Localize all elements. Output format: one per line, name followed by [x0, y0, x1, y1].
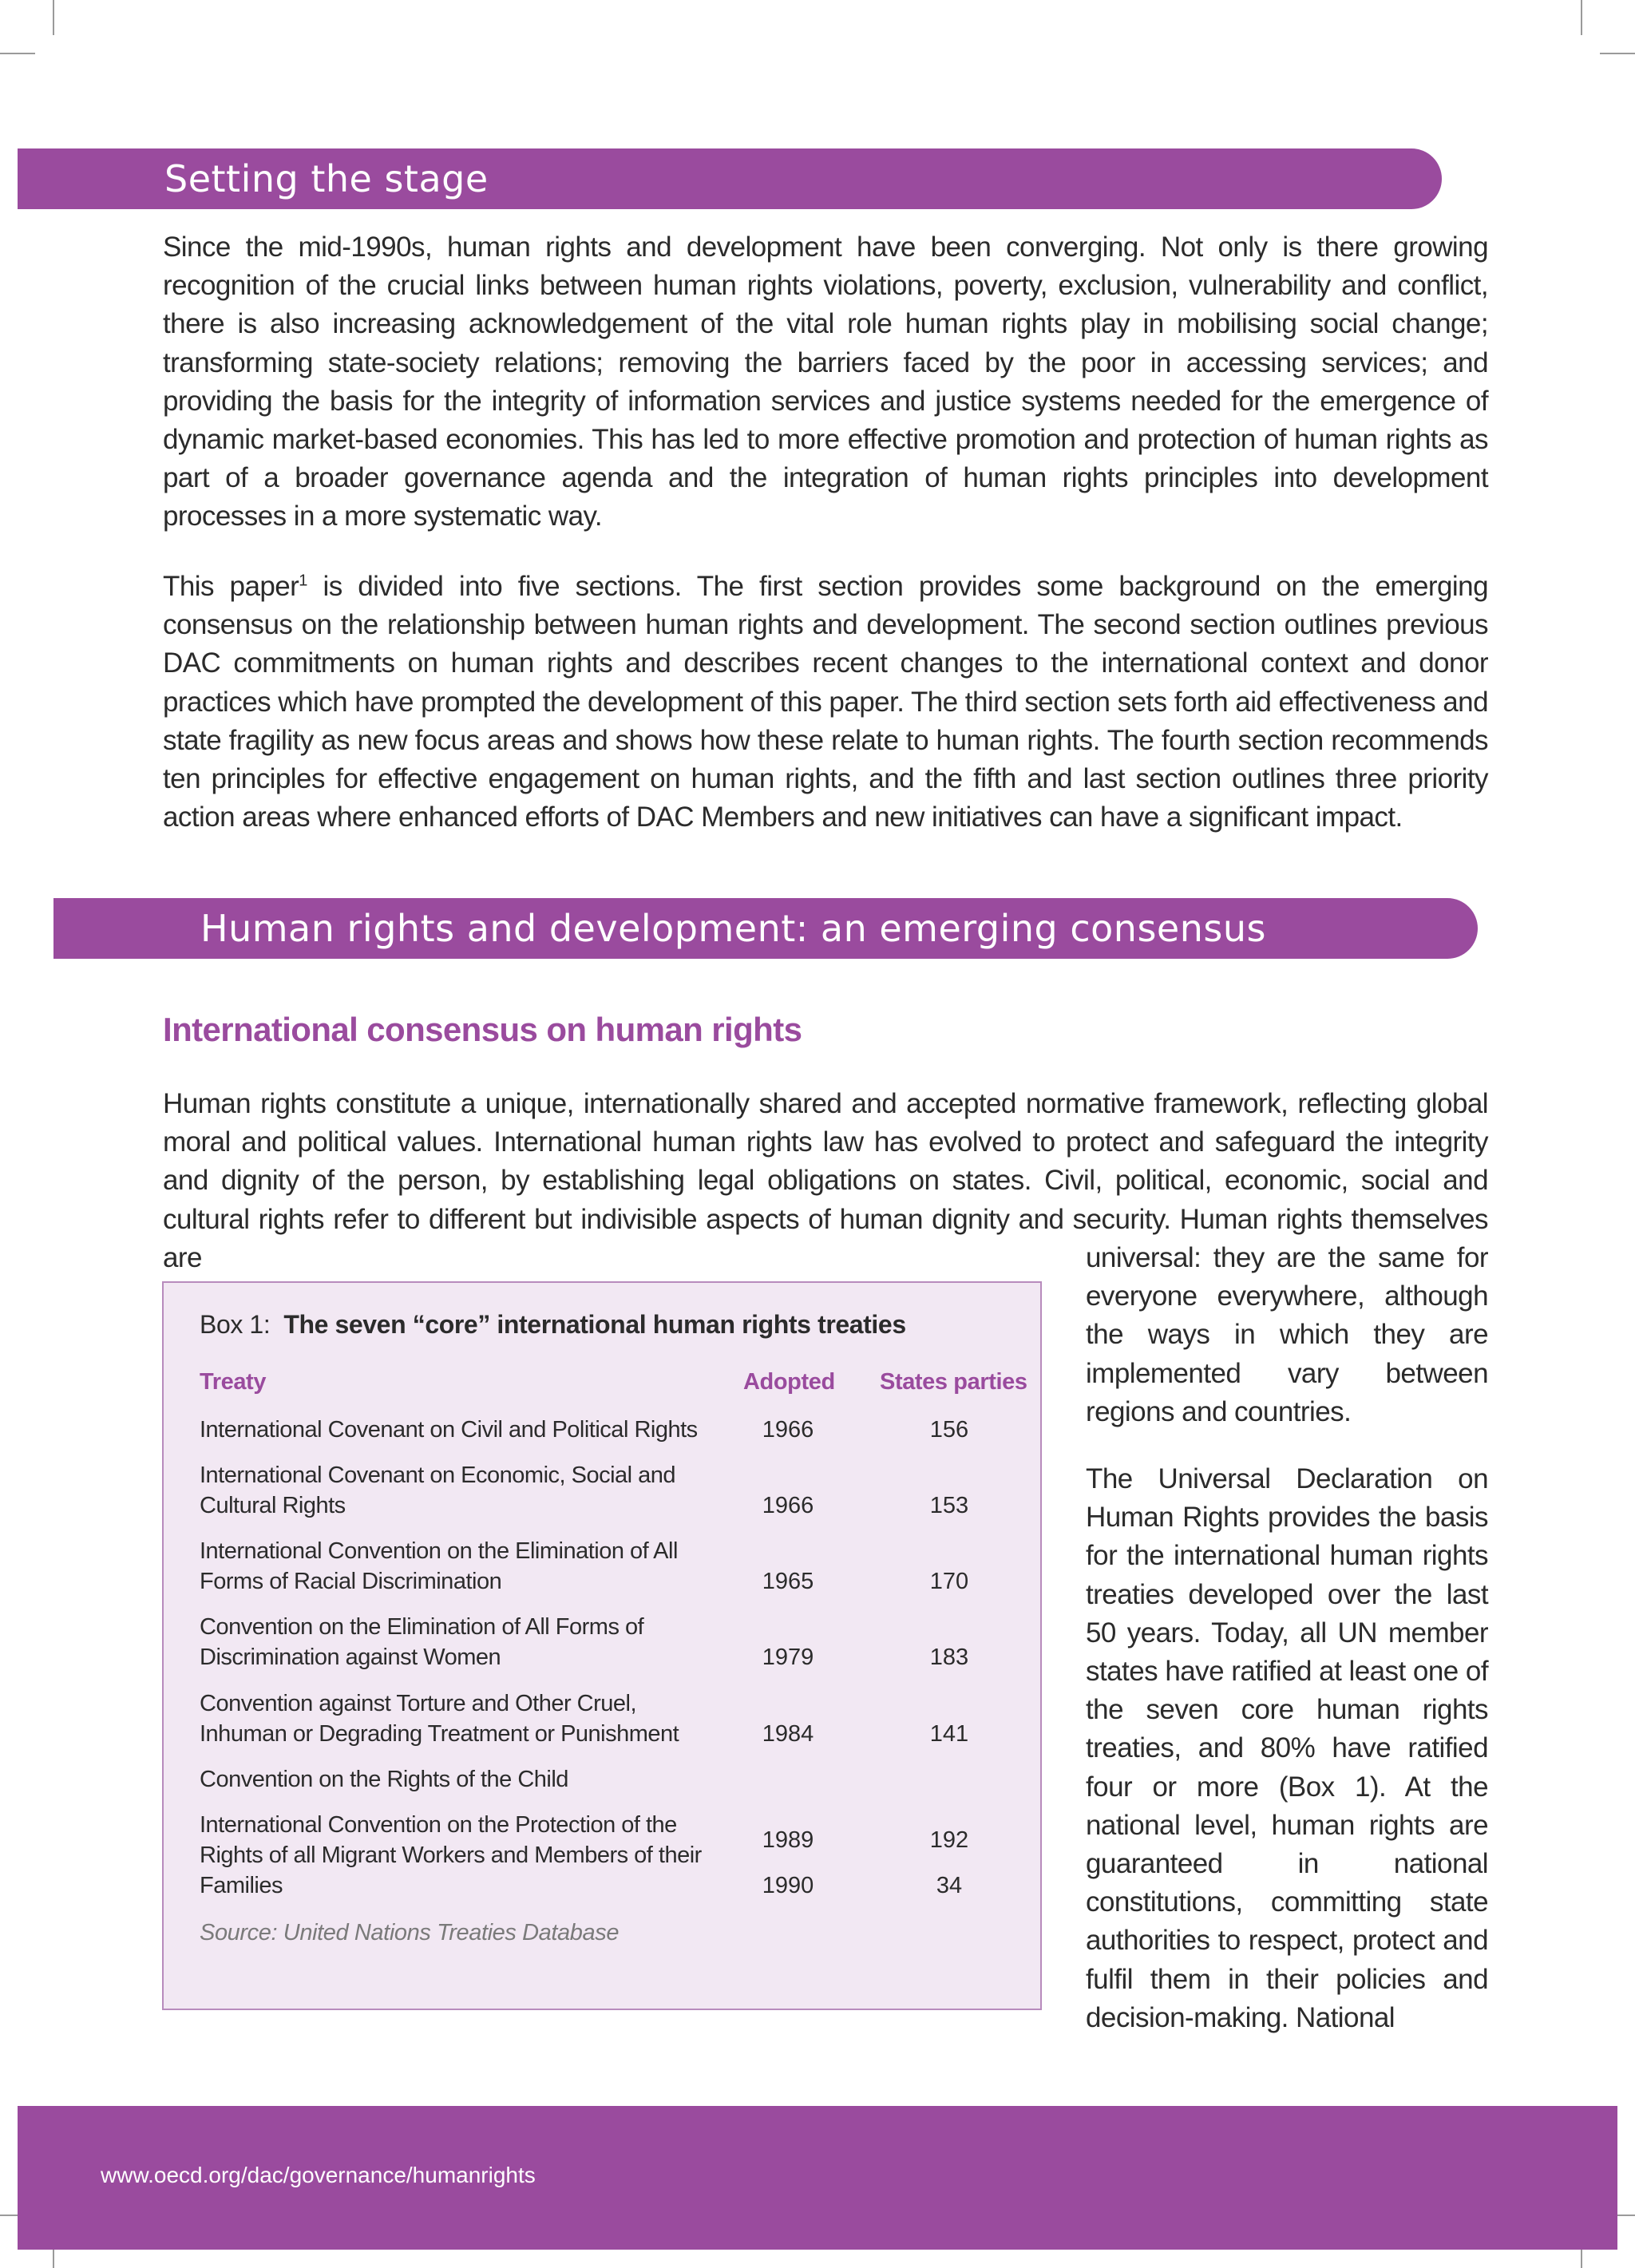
adopted-year: 1984 [762, 1721, 814, 1747]
paragraph-universal-declaration: The Universal Declaration on Human Rights provides the basis for the international human rights treaties developed over the last 50 years. Today, all UN member states have ratified at least one of the seven core human rights treaties, and 80% have ratified four or more (Box 1). At the national level, human rights are guaranteed in national constitutions, committing state authorities to respect, protect and fulfil them in their policies and decision-making. National [1086, 1463, 1488, 2033]
treaty-name: International Covenant on Civil and Political Rights [200, 1417, 698, 1443]
adopted-year: 1966 [762, 1417, 814, 1443]
states-parties-count: 170 [929, 1569, 969, 1594]
footer-bar [18, 2106, 1617, 2250]
section-heading-emerging-consensus: Human rights and development: an emerging consensus [53, 898, 1478, 959]
paragraph-human-rights-framework: Human rights constitute a unique, internationally shared and accepted normative framework, reflecting global moral and political values. International human rights law has evolved to protect and safeguard the integrity and dignity of the person, by establishing legal obligations on states. Civil, political, economic, social and cultural rights refer to different but indivisible aspects of human dignity and security. Human rights themselves are [163, 1088, 1488, 1273]
paragraph-universal: universal: they are the same for everyone everywhere, although the ways in which they are implemented vary between regions and countries. [1086, 1242, 1488, 1427]
treaty-name: Convention against Torture and Other Cruel, Inhuman or Degrading Treatment or Punishment [200, 1691, 679, 1747]
adopted-year: 1990 [762, 1873, 814, 1898]
treaty-name: International Convention on the Protection of the Rights of all Migrant Workers and Members of their Families [200, 1812, 702, 1898]
adopted-year: 1989 [762, 1827, 814, 1853]
treaty-name: Convention on the Rights of the Child [200, 1767, 568, 1792]
states-parties-count: 192 [929, 1827, 969, 1853]
paragraph-paper-outline [163, 568, 1488, 837]
subheading-international-consensus: International consensus on human rights [163, 1011, 802, 1048]
states-parties-count: 34 [936, 1873, 963, 1898]
states-parties-count: 141 [929, 1721, 969, 1747]
box-title-text: The seven “core” international human rights treaties [283, 1310, 906, 1339]
paragraph-lead: This paper [163, 571, 299, 602]
adopted-year: 1979 [762, 1645, 814, 1670]
states-parties-count: 153 [929, 1493, 969, 1518]
states-parties-count: 183 [929, 1645, 969, 1670]
treaty-name: Convention on the Elimination of All Forms of Discrimination against Women [200, 1614, 644, 1670]
section-heading-setting-the-stage: Setting the stage [18, 148, 1442, 209]
crop-mark [1600, 53, 1635, 54]
footer-url-link[interactable]: www.oecd.org/dac/governance/humanrights [101, 2163, 536, 2187]
paragraph-intro: Since the mid-1990s, human rights and development have been converging. Not only is there growing recognition of the crucial links between human rights violations, poverty, exclusion, vulnerability and conflict, there is also increasing acknowledgement of the vital role human rights play in mobilising social change; transforming state-society relations; removing the barriers faced by the poor in accessing services; and providing the basis for the integrity of information services and justice systems needed for the emergence of dynamic market-based economies. This has led to more effective promotion and protection of human rights as part of a broader governance agenda and the integration of human rights principles into development processes in a more systematic way. [163, 232, 1488, 532]
crop-mark [1581, 0, 1582, 35]
treaty-name: International Convention on the Elimination of All Forms of Racial Discrimination [200, 1538, 678, 1594]
box-source: Source: United Nations Treaties Database [200, 1920, 620, 1945]
column-header-states-parties: States parties [880, 1369, 1027, 1395]
box-title [200, 1310, 906, 1340]
column-header-treaty: Treaty [200, 1369, 267, 1395]
paragraph-rest: is divided into five sections. The first section provides some background on the emerging consensus on the relationship between human rights and development. The second section outlines previous DAC commitments on human rights and describes recent changes to the international context and donor practices which have prompted the development of this paper. The third section sets forth aid effectiveness and state fragility as new focus areas and shows how these relate to human rights. The fourth section recommends ten principles for effective engagement on human rights, and the fifth and last section outlines three priority action areas where enhanced efforts of DAC Members and new initiatives can have a significant impact. [163, 571, 1488, 833]
adopted-year: 1966 [762, 1493, 814, 1518]
treaty-name: International Covenant on Economic, Social and Cultural Rights [200, 1463, 676, 1518]
column-header-adopted: Adopted [743, 1369, 835, 1395]
box-core-treaties [162, 1281, 1042, 2010]
adopted-year: 1965 [762, 1569, 814, 1594]
crop-mark [53, 0, 54, 35]
states-parties-count: 156 [929, 1417, 969, 1443]
crop-mark [0, 53, 35, 54]
footnote-ref[interactable]: 1 [299, 572, 307, 590]
box-label: Box 1: [200, 1310, 271, 1339]
